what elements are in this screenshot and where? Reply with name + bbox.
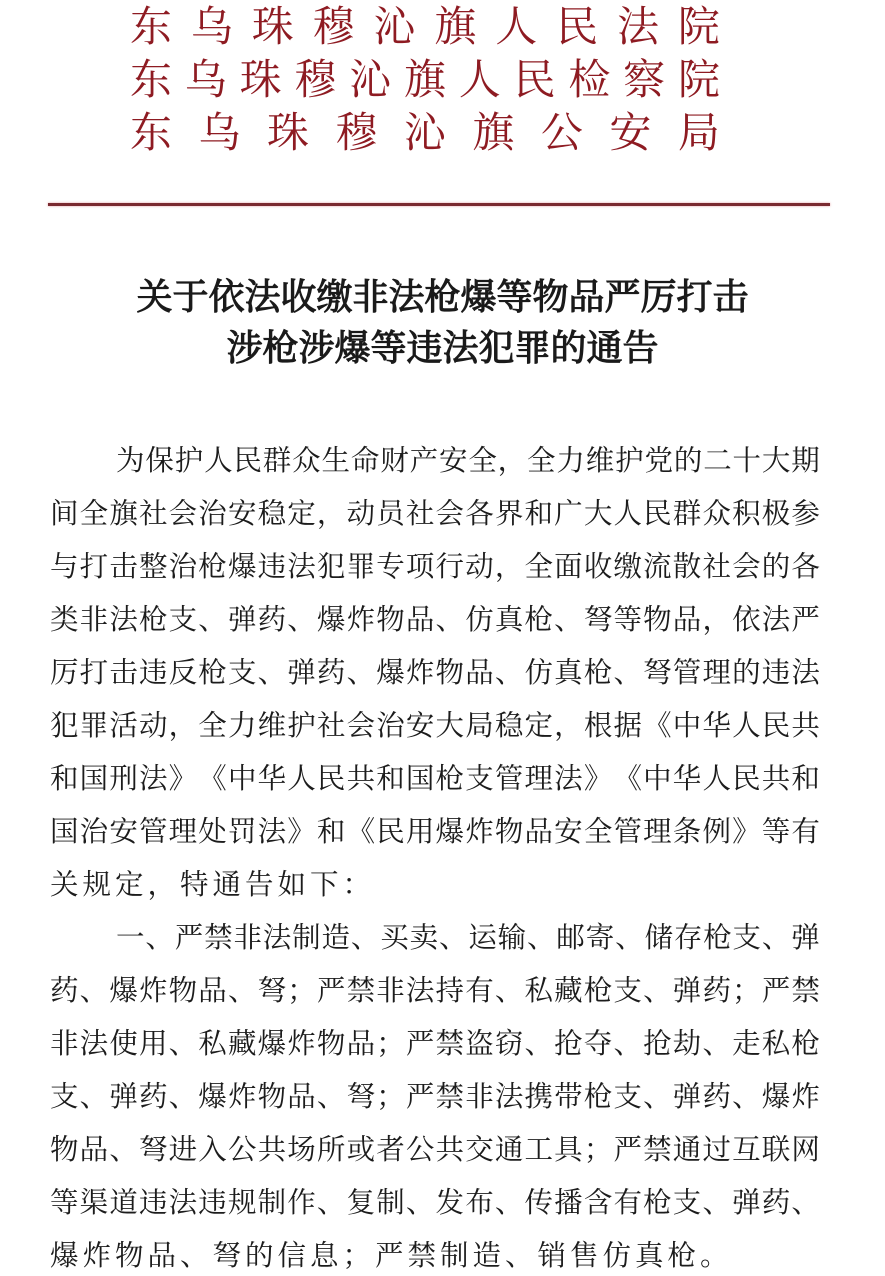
body-line: 药 、 爆 炸 物 品 、 弩 ； 严 禁 非 法 持 有 、 私 藏 枪 支 、 弹 药 ； 严 禁 <box>50 974 820 1007</box>
issuer-procuratorate: 东 乌 珠 穆 沁 旗 人 民 检 察 院 <box>130 55 720 104</box>
body-line: 关规定，特通告如下： <box>50 868 376 901</box>
document-title-line-2: 涉枪涉爆等违法犯罪的通告 <box>226 328 659 369</box>
body-line: 国 治 安 管 理 处 罚 法 》 和 《 民 用 爆 炸 物 品 安 全 管 理 条 例 》 等 有 <box>50 815 820 848</box>
body-line: 爆炸物品、弩的信息；严禁制造、销售仿真枪。 <box>50 1239 733 1272</box>
body-line: 为 保 护 人 民 群 众 生 命 财 产 安 全 ， 全 力 维 护 党 的 二 十 大 期 <box>116 444 820 477</box>
body-line: 与 打 击 整 治 枪 爆 违 法 犯 罪 专 项 行 动 ， 全 面 收 缴 流 散 社 会 的 各 <box>50 550 820 583</box>
body-line: 物 品 、 弩 进 入 公 共 场 所 或 者 公 共 交 通 工 具 ； 严 禁 通 过 互 联 网 <box>50 1133 820 1166</box>
body-line: 支 、 弹 药 、 爆 炸 物 品 、 弩 ； 严 禁 非 法 携 带 枪 支 、 弹 药 、 爆 炸 <box>50 1080 820 1113</box>
body-line: 间 全 旗 社 会 治 安 稳 定 ， 动 员 社 会 各 界 和 广 大 人 民 群 众 积 极 参 <box>50 497 820 530</box>
body-line: 等 渠 道 违 法 违 规 制 作 、 复 制 、 发 布 、 传 播 含 有 枪 支 、 弹 药 、 <box>50 1186 820 1219</box>
body-line: 厉 打 击 违 反 枪 支 、 弹 药 、 爆 炸 物 品 、 仿 真 枪 、 弩 管 理 的 违 法 <box>50 656 820 689</box>
issuer-public-security-bureau: 东 乌 珠 穆 沁 旗 公 安 局 <box>130 108 720 157</box>
body-line: 类 非 法 枪 支 、 弹 药 、 爆 炸 物 品 、 仿 真 枪 、 弩 等 物 品 ， 依 法 严 <box>50 603 820 636</box>
body-line: 非 法 使 用 、 私 藏 爆 炸 物 品 ； 严 禁 盗 窃 、 抢 夺 、 抢 劫 、 走 私 枪 <box>50 1027 820 1060</box>
body-line: 一 、 严 禁 非 法 制 造 、 买 卖 、 运 输 、 邮 寄 、 储 存 枪 支 、 弹 <box>116 921 820 954</box>
document-title-line-1: 关于依法收缴非法枪爆等物品严厉打击 <box>136 277 749 318</box>
red-divider-line <box>48 203 830 206</box>
body-line: 和 国 刑 法 》 《 中 华 人 民 共 和 国 枪 支 管 理 法 》 《 中 华 人 民 共 和 <box>50 762 820 795</box>
body-line: 犯 罪 活 动 ， 全 力 维 护 社 会 治 安 大 局 稳 定 ， 根 据 《 中 华 人 民 共 <box>50 709 820 742</box>
issuer-court: 东 乌 珠 穆 沁 旗 人 民 法 院 <box>130 2 720 51</box>
